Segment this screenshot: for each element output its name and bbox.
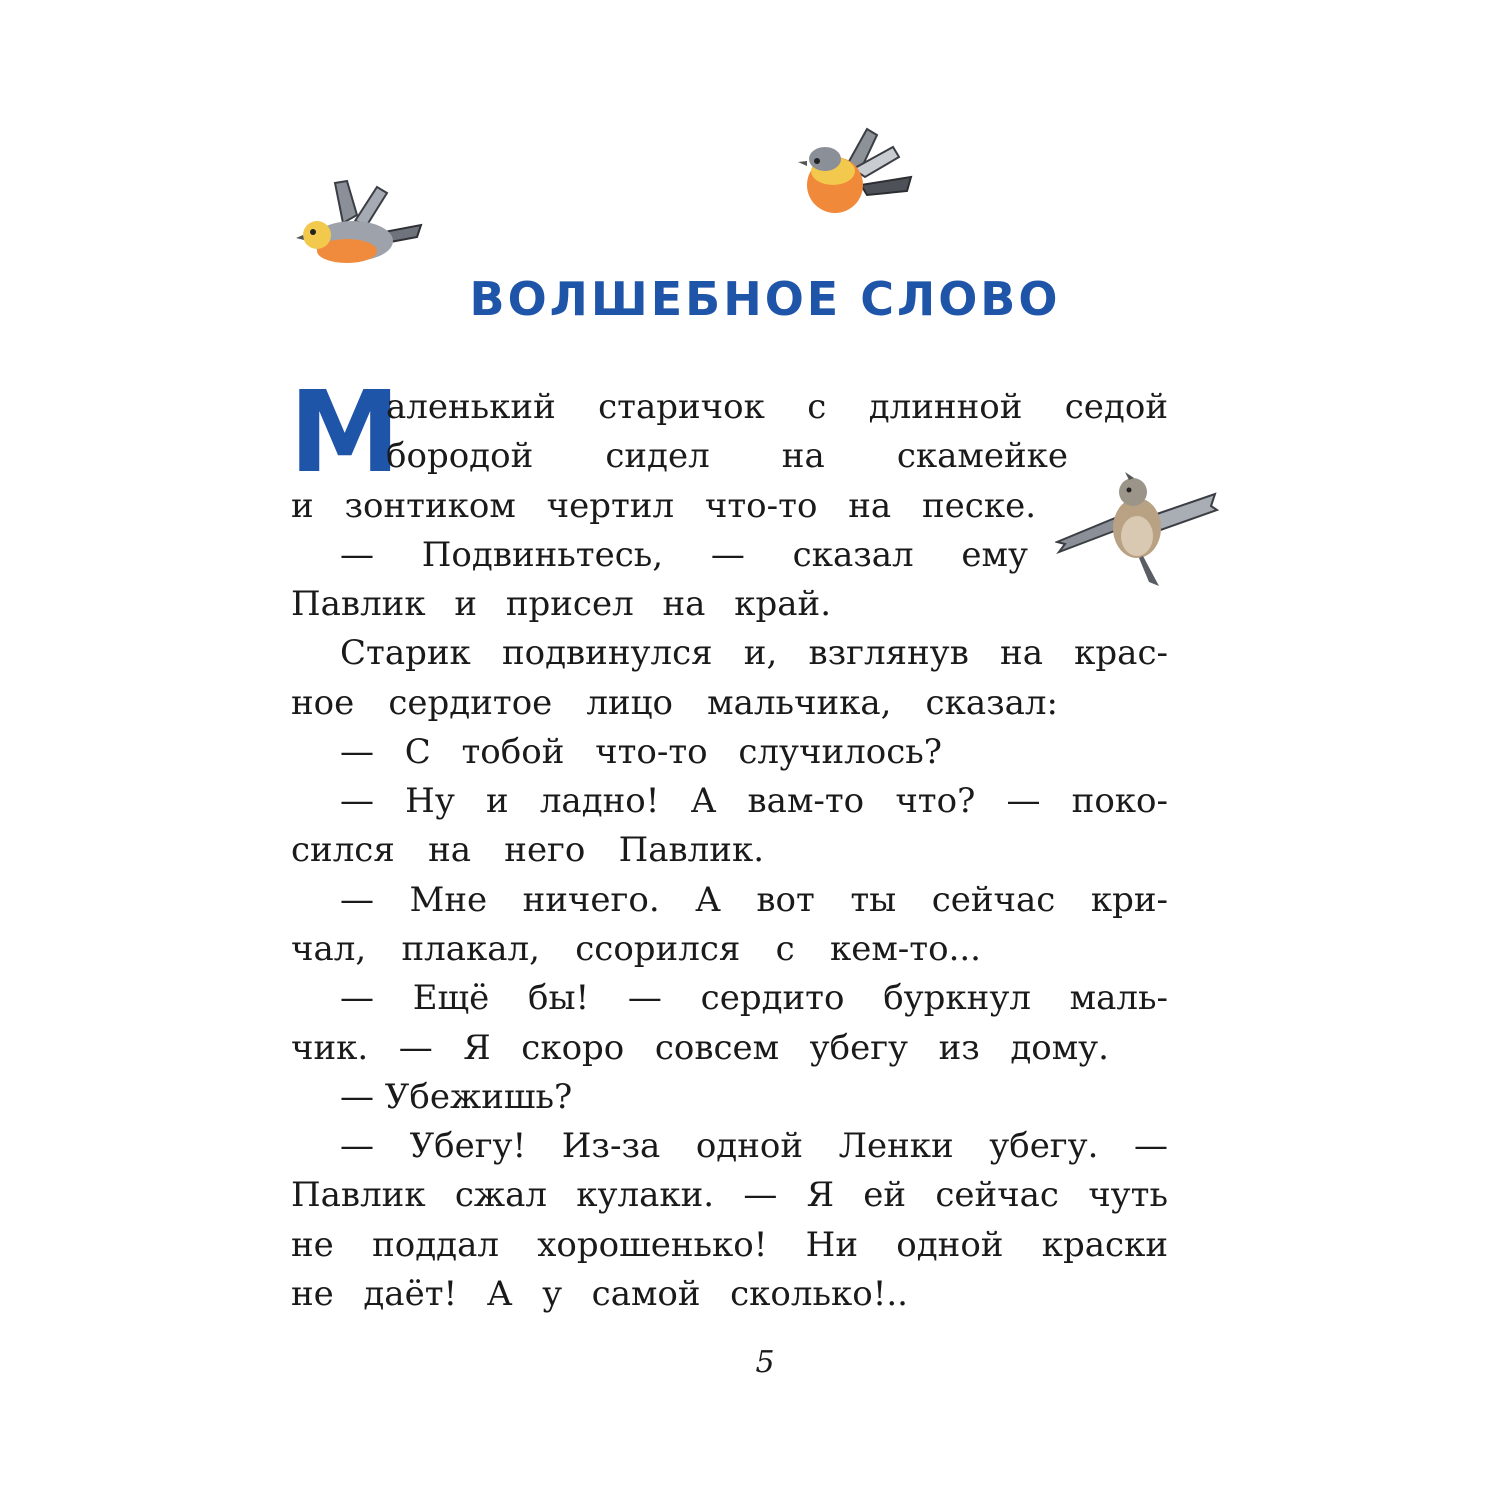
text-line: и зонтиком чертил что-то на песке. xyxy=(291,486,1036,526)
text-line: чал, плакал, ссорился с кем-то... xyxy=(291,929,981,969)
text-line: — Ну и ладно! А вам-то что? — поко- xyxy=(340,781,1168,821)
bird-illustration-right xyxy=(1055,470,1220,590)
text-line: — С тобой что-то случилось? xyxy=(340,732,942,772)
text-line: аленький старичок с длинной седой xyxy=(386,387,1168,427)
text-line: бородой сидел на скамейке xyxy=(386,436,1068,476)
bird-illustration-left xyxy=(295,175,425,270)
text-line: — Ещё бы! — сердито буркнул маль- xyxy=(340,978,1168,1018)
text-line: не даёт! А у самой сколько!.. xyxy=(291,1274,908,1314)
chapter-title: ВОЛШЕБНОЕ СЛОВО xyxy=(469,272,1061,326)
page-number: 5 xyxy=(755,1345,775,1380)
text-line: — Мне ничего. А вот ты сейчас кри- xyxy=(340,880,1168,920)
text-line: не поддал хорошенько! Ни одной краски xyxy=(291,1225,1168,1265)
drop-cap: М xyxy=(289,368,398,498)
text-line: Павлик и присел на край. xyxy=(291,584,831,624)
text-line: чик. — Я скоро совсем убегу из дому. xyxy=(291,1028,1109,1068)
text-line: Старик подвинулся и, взглянув на крас- xyxy=(340,633,1168,673)
bird-illustration-top xyxy=(795,125,915,225)
text-line: — Убегу! Из-за одной Ленки убегу. — xyxy=(340,1126,1168,1166)
text-line: — Подвиньтесь, — сказал ему xyxy=(340,535,1028,575)
text-line: Павлик сжал кулаки. — Я ей сейчас чуть xyxy=(291,1175,1168,1215)
text-line: ное сердитое лицо мальчика, сказал: xyxy=(291,683,1058,723)
text-line: сился на него Павлик. xyxy=(291,830,764,870)
text-line: — Убежишь? xyxy=(340,1077,573,1117)
